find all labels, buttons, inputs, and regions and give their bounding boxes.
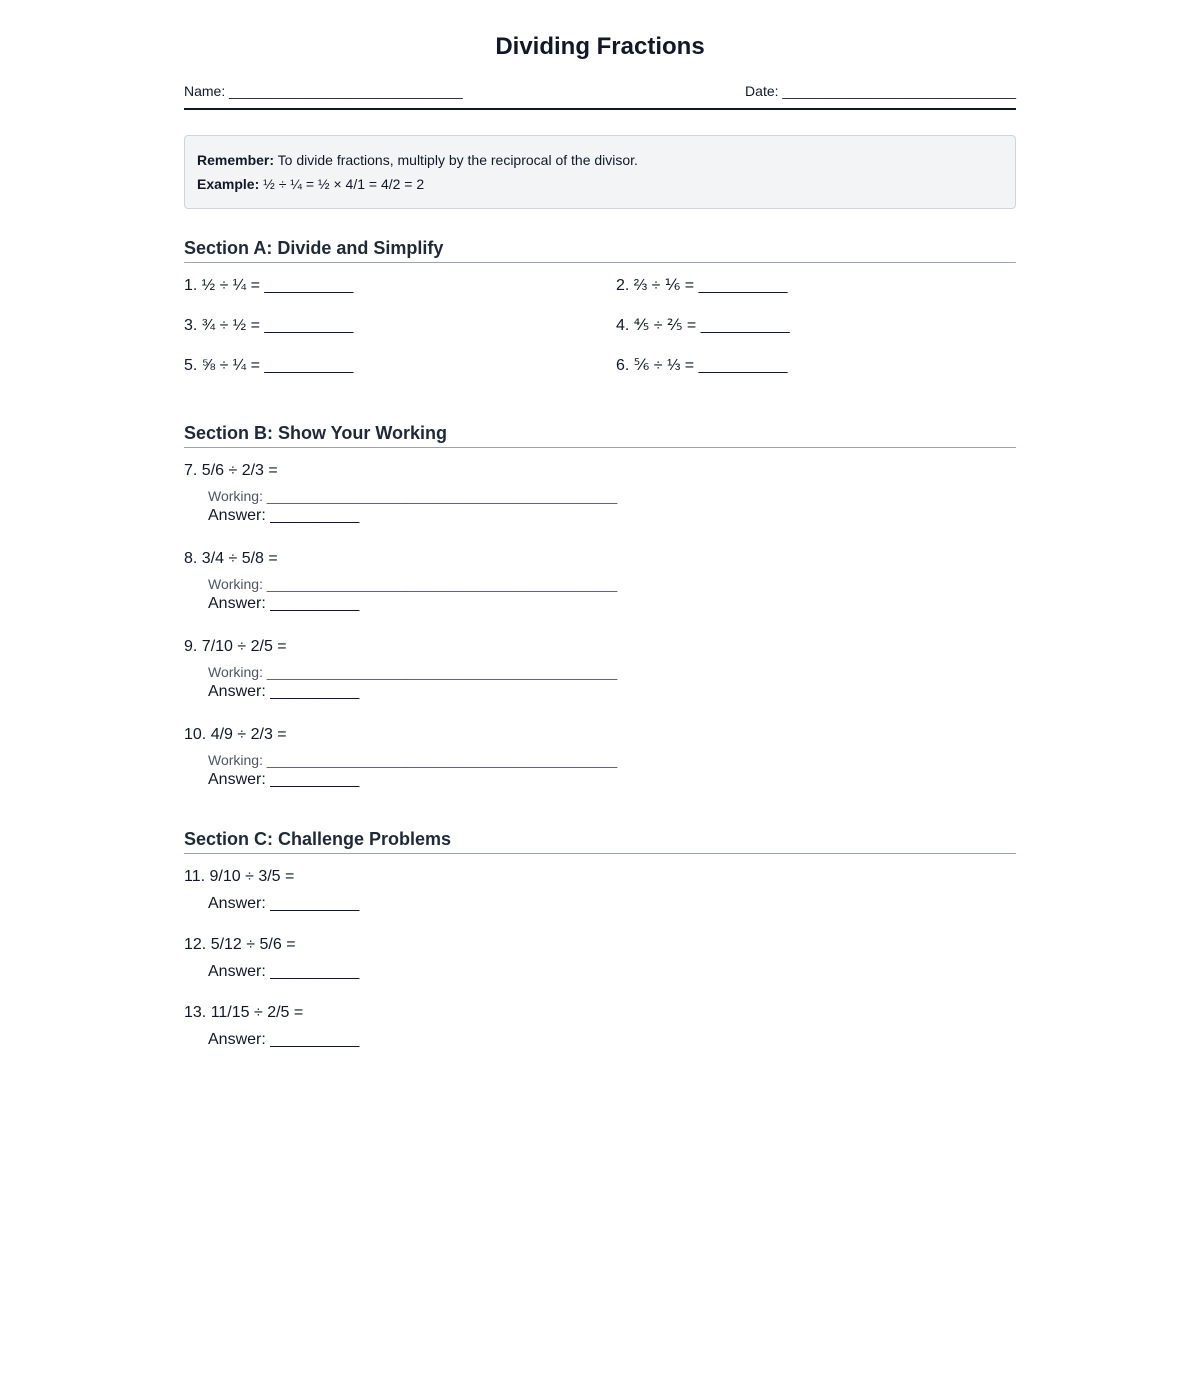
problem-text: 7. 5/6 ÷ 2/3 =: [184, 462, 278, 479]
problem-item: [184, 865, 1016, 922]
problem-item: [184, 1001, 1016, 1058]
working-blank[interactable]: _____________________________________________: [266, 488, 618, 504]
answer-line: [184, 769, 1016, 791]
answer-label: Answer:: [208, 771, 266, 788]
answer-blank[interactable]: __________: [264, 317, 354, 334]
date-label: Date:: [745, 83, 779, 99]
name-date-row: [184, 82, 1016, 110]
remember-label: Remember:: [197, 152, 275, 168]
working-line: [184, 751, 1016, 769]
answer-blank[interactable]: __________: [270, 895, 360, 912]
answer-line: [184, 961, 1016, 983]
answer-blank[interactable]: __________: [264, 357, 354, 374]
answer-label: Answer:: [208, 1031, 266, 1048]
answer-blank[interactable]: __________: [700, 317, 790, 334]
section-b-heading: Section B: Show Your Working: [184, 422, 1016, 448]
problem-item: [616, 354, 1016, 394]
problem-text: 1. ½ ÷ ¼ =: [184, 277, 260, 294]
section-a-heading: Section A: Divide and Simplify: [184, 237, 1016, 263]
name-field[interactable]: [184, 82, 463, 100]
problem-text: 3. ¾ ÷ ½ =: [184, 317, 260, 334]
section-a-problems: [184, 274, 1016, 394]
remember-text: To divide fractions, multiply by the reciprocal of the divisor.: [274, 152, 638, 168]
answer-label: Answer:: [208, 895, 266, 912]
example-text: ½ ÷ ¼ = ½ × 4/1 = 4/2 = 2: [259, 176, 425, 192]
answer-blank[interactable]: __________: [270, 683, 360, 700]
problem-text: 4. ⅘ ÷ ⅖ =: [616, 317, 697, 334]
problem-text: 13. 11/15 ÷ 2/5 =: [184, 1004, 304, 1021]
working-blank[interactable]: _____________________________________________: [266, 576, 618, 592]
working-blank[interactable]: _____________________________________________: [266, 664, 618, 680]
answer-line: [184, 893, 1016, 915]
problem-item: [184, 635, 1016, 712]
answer-blank[interactable]: __________: [270, 595, 360, 612]
answer-label: Answer:: [208, 963, 266, 980]
problem-text: 12. 5/12 ÷ 5/6 =: [184, 936, 296, 953]
problem-text: 11. 9/10 ÷ 3/5 =: [184, 868, 295, 885]
answer-line: [184, 593, 1016, 615]
worksheet: [184, 0, 1016, 1400]
problem-item: [616, 274, 1016, 314]
working-label: Working:: [208, 576, 263, 592]
problem-item: [184, 274, 616, 314]
answer-label: Answer:: [208, 595, 266, 612]
answer-blank[interactable]: __________: [698, 277, 788, 294]
example-label: Example:: [197, 176, 260, 192]
answer-line: [184, 681, 1016, 703]
answer-blank[interactable]: __________: [264, 277, 354, 294]
answer-blank[interactable]: __________: [270, 1031, 360, 1048]
problem-text: 2. ⅔ ÷ ⅙ =: [616, 277, 695, 294]
section-b-problems: [184, 459, 1016, 800]
problem-item: [184, 459, 1016, 536]
working-label: Working:: [208, 488, 263, 504]
page-title: Dividing Fractions: [495, 33, 705, 60]
problem-item: [616, 314, 1016, 354]
working-label: Working:: [208, 752, 263, 768]
problem-item: [184, 933, 1016, 990]
reminder-line: [197, 148, 1003, 172]
date-field[interactable]: [745, 82, 1016, 100]
problem-item: [184, 547, 1016, 624]
answer-label: Answer:: [208, 507, 266, 524]
working-line: [184, 575, 1016, 593]
problem-text: 5. ⅝ ÷ ¼ =: [184, 357, 260, 374]
section-c-heading: Section C: Challenge Problems: [184, 828, 1016, 854]
working-blank[interactable]: _____________________________________________: [266, 752, 618, 768]
answer-blank[interactable]: __________: [698, 357, 788, 374]
working-label: Working:: [208, 664, 263, 680]
problem-text: 9. 7/10 ÷ 2/5 =: [184, 638, 287, 655]
answer-line: [184, 505, 1016, 527]
problem-text: 10. 4/9 ÷ 2/3 =: [184, 726, 287, 743]
answer-blank[interactable]: __________: [270, 771, 360, 788]
answer-label: Answer:: [208, 683, 266, 700]
problem-item: [184, 354, 616, 394]
problem-text: 6. ⅚ ÷ ⅓ =: [616, 357, 695, 374]
problem-item: [184, 723, 1016, 800]
problem-text: 8. 3/4 ÷ 5/8 =: [184, 550, 278, 567]
problem-item: [184, 314, 616, 354]
answer-line: [184, 1029, 1016, 1051]
example-line: [197, 172, 1003, 196]
date-blank[interactable]: ______________________________: [782, 83, 1016, 99]
working-line: [184, 663, 1016, 681]
answer-blank[interactable]: __________: [270, 963, 360, 980]
working-line: [184, 487, 1016, 505]
name-label: Name:: [184, 83, 226, 99]
section-c-problems: [184, 865, 1016, 1058]
answer-blank[interactable]: __________: [270, 507, 360, 524]
name-blank[interactable]: ______________________________: [229, 83, 463, 99]
reminder-box: [184, 135, 1016, 209]
